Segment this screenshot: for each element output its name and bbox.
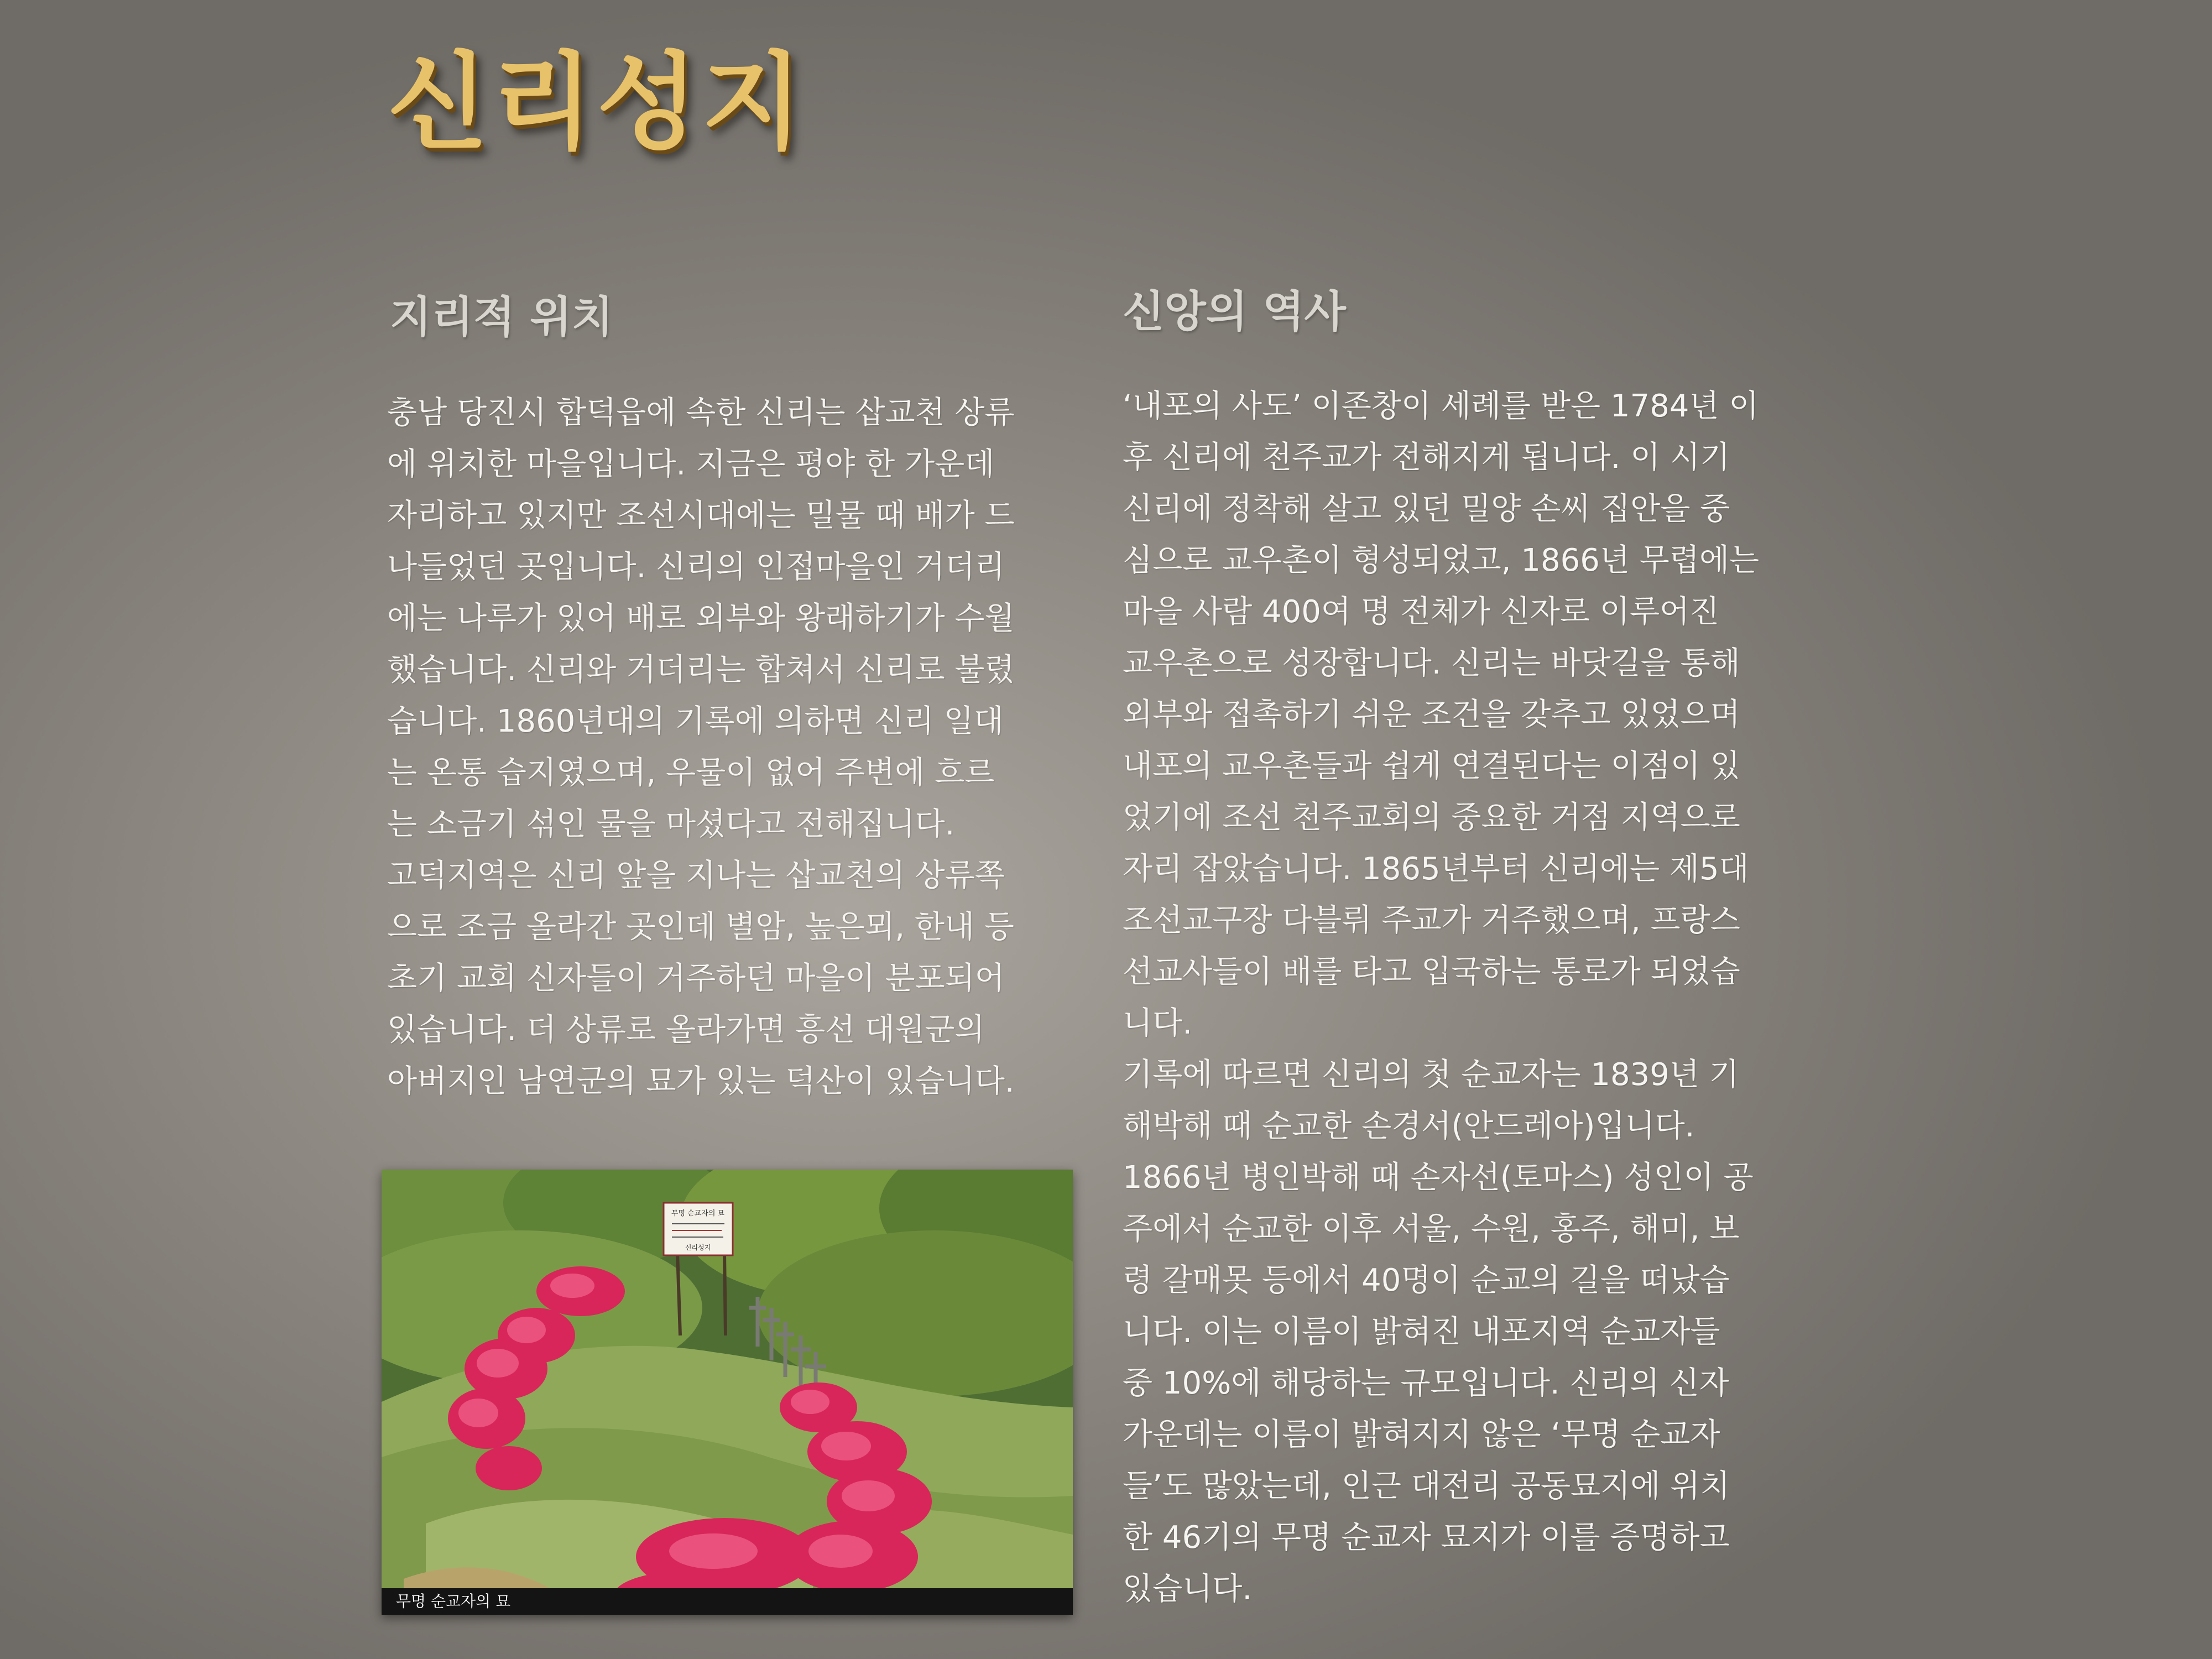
faith-history-paragraph: ‘내포의 사도’ 이존창이 세례를 받은 1784년 이 후 신리에 천주교가 전해지게 됩니다. 이 시기 신리에 정착해 살고 있던 밀양 손씨 집안을 중 심으로 교우촌이 형성되었고, 1866년 무렵에는 마을 사람 400여 명 전체가 신자로 이루어진 교우촌으로 성장합니다. 신리는 바닷길을 통해 외부와 접촉하기 쉬운 조건을 갖추고 있었으며 내포의 교우촌들과 쉽게 연결된다는 이점이 있 었기에 조선 천주교회의 중요한 거점 지역으로 자리 잡았습니다. 1865년부터 신리에는 제5대 조선교구장 다블뤼 주교가 거주했으며, 프랑스 선교사들이 배를 타고 입국하는 통로가 되었습 니다. xyxy=(1123,388,1760,1041)
geography-paragraph: 충남 당진시 합덕읍에 속한 신리는 삽교천 상류 에 위치한 마을입니다. 지금은 평야 한 가운데 자리하고 있지만 조선시대에는 밀물 때 배가 드 나들었던 곳입니다. 신리의 인접마을인 거더리 에는 나루가 있어 배로 외부와 왕래하기가 수월 했습니다. 신리와 거더리는 합쳐서 신리로 불렸 습니다. 1860년대의 기록에 의하면 신리 일대 는 온통 습지였으며, 우물이 없어 주변에 흐르 는 소금기 섞인 물을 마셨다고 전해집니다. xyxy=(387,395,1015,842)
main-title: 신리성지 xyxy=(387,40,807,164)
geography-heading: 지리적 위치 xyxy=(390,292,613,342)
geography-paragraph: 고덕지역은 신리 앞을 지나는 삽교천의 상류쪽 으로 조금 올라간 곳인데 별암, 높은뫼, 한내 등 초기 교회 신자들이 거주하던 마을이 분포되어 있습니다. 더 상류로 올라가면 흥선 대원군의 아버지인 남연군의 묘가 있는 덕산이 있습니다. xyxy=(387,858,1015,1099)
grave-sign-footer: 신리성지 xyxy=(685,1244,711,1251)
grave-sign-heading: 무명 순교자의 묘 xyxy=(671,1209,725,1218)
martyrs-tomb-photo xyxy=(382,1170,1073,1615)
faith-history-paragraph: 기록에 따르면 신리의 첫 순교자는 1839년 기 해박해 때 순교한 손경서(안드레아)입니다. 1866년 병인박해 때 손자선(토마스) 성인이 공 주에서 순교한 이후 서울, 수원, 홍주, 해미, 보 령 갈매못 등에서 40명이 순교의 길을 떠났습 니다. 이는 이름이 밝혀진 내포지역 순교자들 중 10%에 해당하는 규모입니다. 신리의 신자 가운데는 이름이 밝혀지지 않은 ‘무명 순교자 들’도 많았는데, 인근 대전리 공동묘지에 위치 한 46기의 무명 순교자 묘지가 이를 증명하고 있습니다. xyxy=(1123,1057,1754,1607)
faith-history-heading: 신앙의 역사 xyxy=(1123,286,1346,337)
photo-caption: 무명 순교자의 묘 xyxy=(396,1592,511,1610)
tomb-scene-illustration xyxy=(382,1170,1073,1615)
faith-history-text xyxy=(1123,380,1841,1615)
geography-text xyxy=(387,387,1078,1107)
